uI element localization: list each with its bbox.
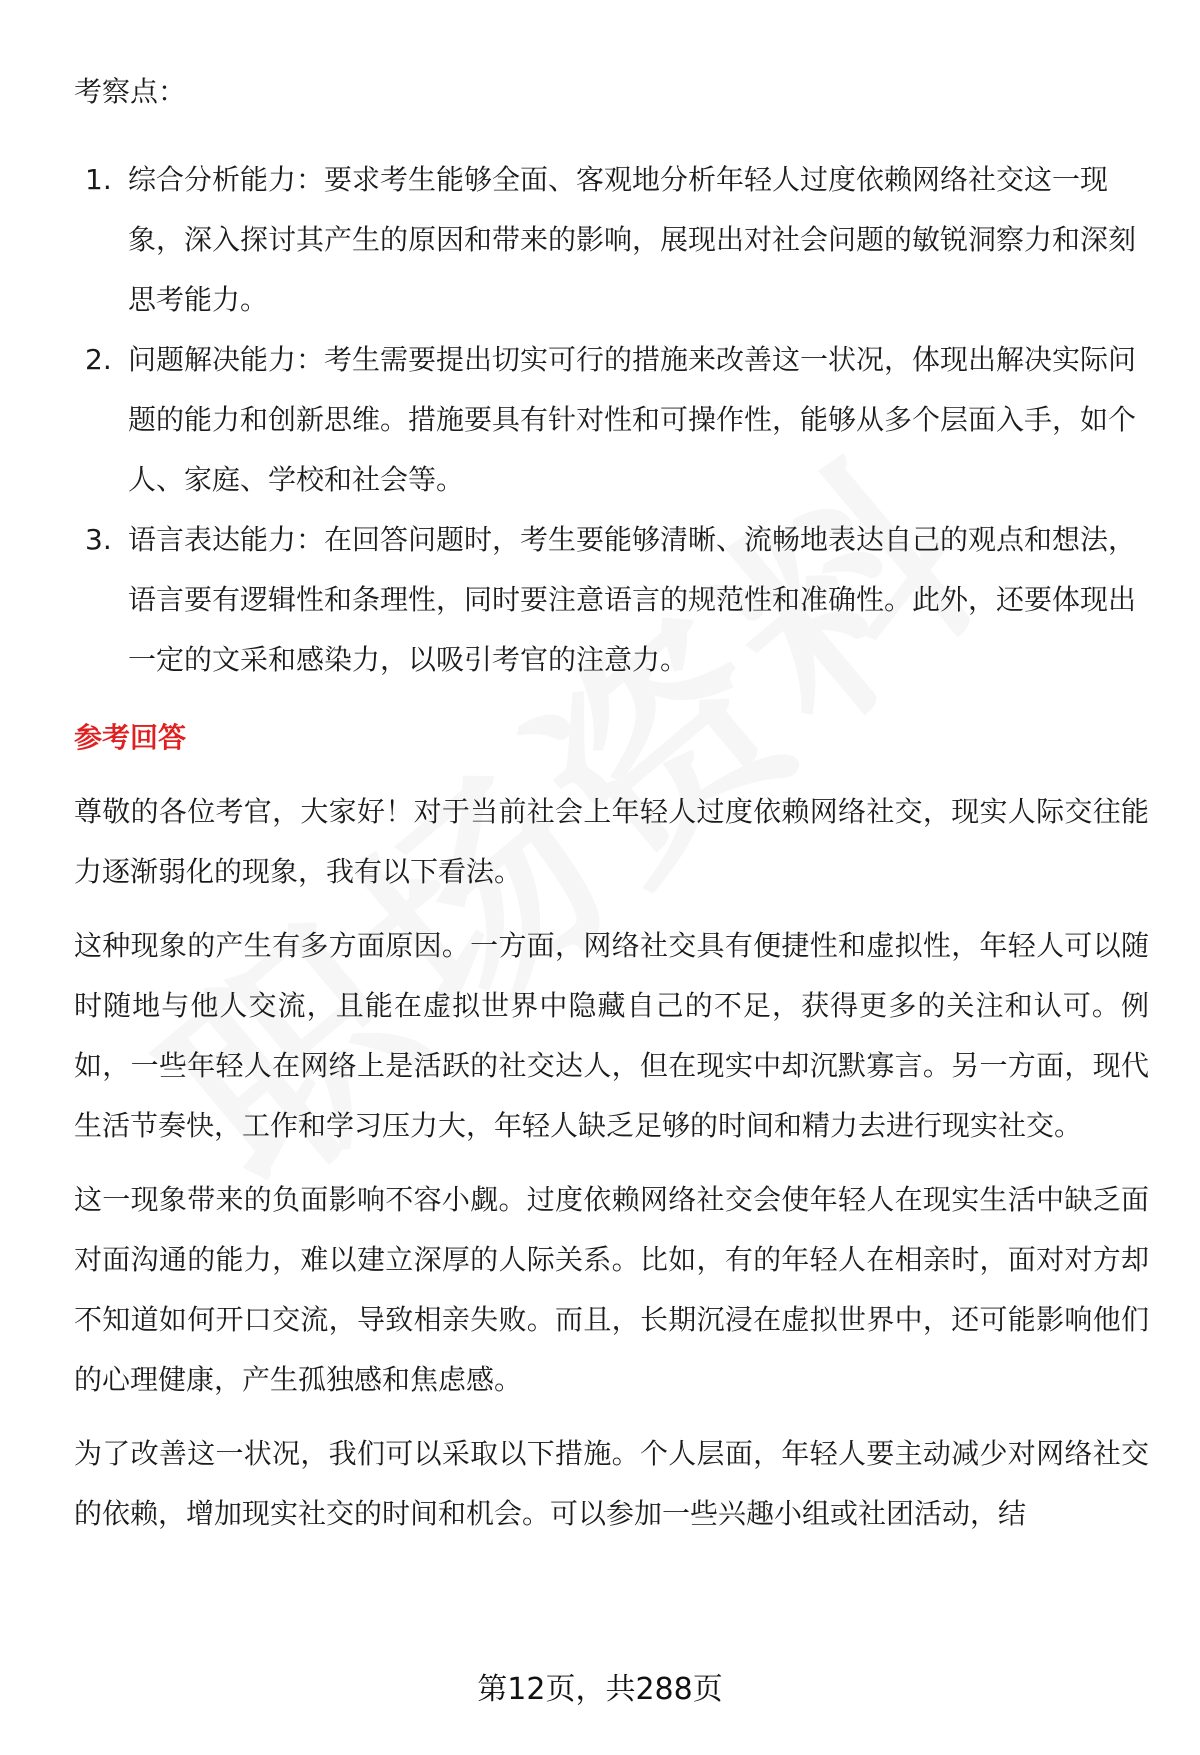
list-item-number: 3. xyxy=(85,523,112,556)
exam-points-list xyxy=(74,150,1149,690)
answer-paragraph: 这种现象的产生有多方面原因。一方面，网络社交具有便捷性和虚拟性，年轻人可以随时随地与他人交流，且能在虚拟世界中隐藏自己的不足，获得更多的关注和认可。例如，一些年轻人在网络上是活跃的社交达人，但在现实中却沉默寡言。另一方面，现代生活节奏快，工作和学习压力大，年轻人缺乏足够的时间和精力去进行现实社交。 xyxy=(74,929,1149,1142)
list-item xyxy=(74,150,1149,330)
list-item-number: 2. xyxy=(85,343,112,376)
page-content xyxy=(74,62,1149,1544)
list-item-text: 综合分析能力：要求考生能够全面、客观地分析年轻人过度依赖网络社交这一现象，深入探讨其产生的原因和带来的影响，展现出对社会问题的敏锐洞察力和深刻思考能力。 xyxy=(128,163,1137,316)
answer-paragraph: 为了改善这一状况，我们可以采取以下措施。个人层面，年轻人要主动减少对网络社交的依赖，增加现实社交的时间和机会。可以参加一些兴趣小组或社团活动，结 xyxy=(74,1437,1149,1530)
page-number-footer: 第12页，共288页 xyxy=(477,1672,723,1707)
list-item-text: 语言表达能力：在回答问题时，考生要能够清晰、流畅地表达自己的观点和想法，语言要有逻辑性和条理性，同时要注意语言的规范性和准确性。此外，还要体现出一定的文采和感染力，以吸引考官的注意力。 xyxy=(128,523,1137,676)
list-item-text: 问题解决能力：考生需要提出切实可行的措施来改善这一状况，体现出解决实际问题的能力和创新思维。措施要具有针对性和可操作性，能够从多个层面入手，如个人、家庭、学校和社会等。 xyxy=(128,343,1137,496)
list-item xyxy=(74,330,1149,510)
list-item-number: 1. xyxy=(85,163,112,196)
answer-paragraph: 这一现象带来的负面影响不容小觑。过度依赖网络社交会使年轻人在现实生活中缺乏面对面沟通的能力，难以建立深厚的人际关系。比如，有的年轻人在相亲时，面对对方却不知道如何开口交流，导致相亲失败。而且，长期沉浸在虚拟世界中，还可能影响他们的心理健康，产生孤独感和焦虑感。 xyxy=(74,1183,1149,1396)
exam-points-heading: 考察点： xyxy=(74,75,187,108)
list-item xyxy=(74,510,1149,690)
reference-answer-title: 参考回答 xyxy=(74,721,187,754)
answer-paragraph: 尊敬的各位考官，大家好！对于当前社会上年轻人过度依赖网络社交，现实人际交往能力逐渐弱化的现象，我有以下看法。 xyxy=(74,795,1149,888)
